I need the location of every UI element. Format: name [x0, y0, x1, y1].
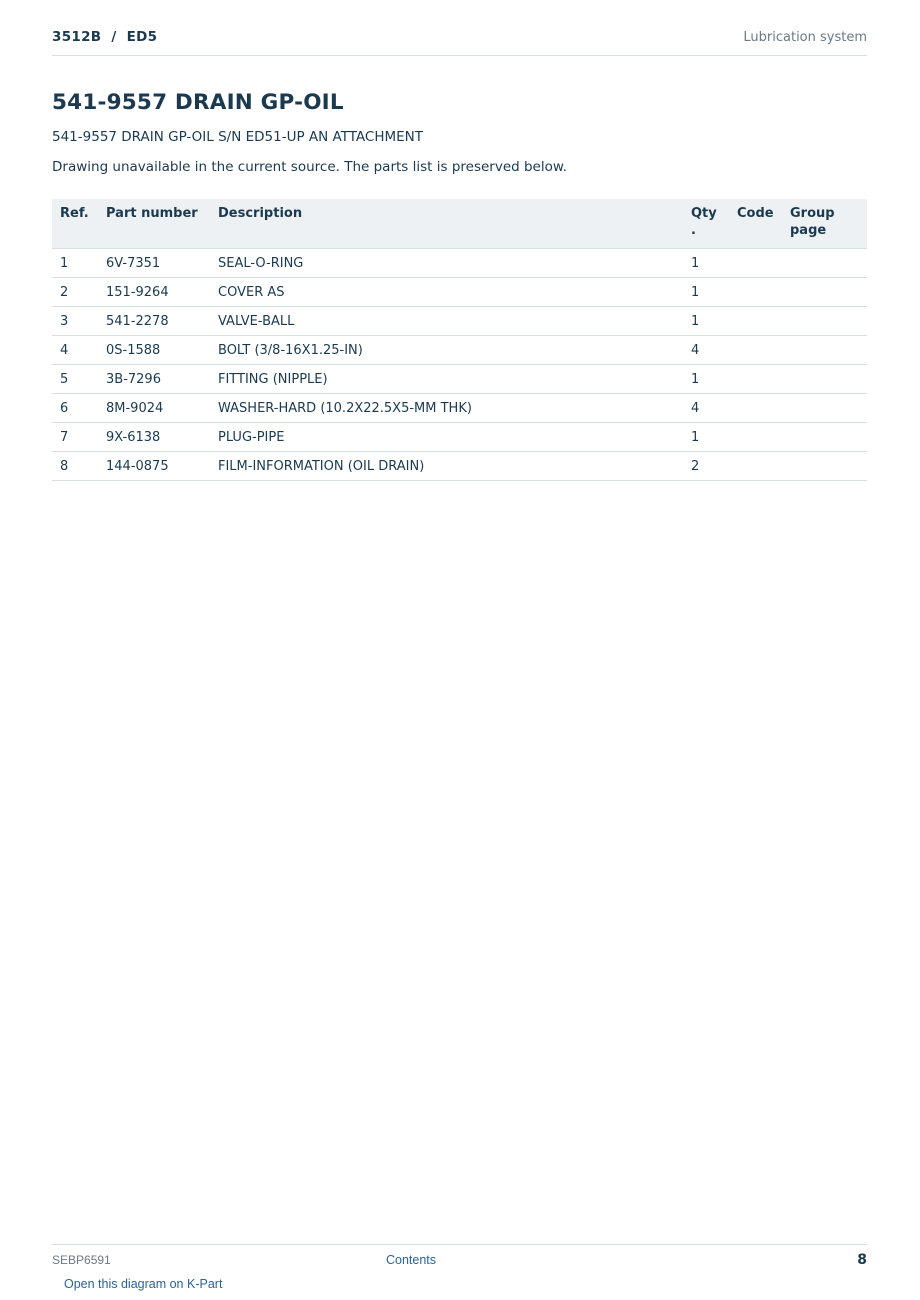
cell-part-number: 0S-1588 — [98, 336, 210, 365]
cell-part-number: 151-9264 — [98, 278, 210, 307]
cell-qty: 1 — [683, 423, 729, 452]
page-title: 541-9557 DRAIN GP-OIL — [52, 90, 344, 115]
cell-ref: 7 — [52, 423, 98, 452]
cell-part-number: 9X-6138 — [98, 423, 210, 452]
cell-code — [729, 394, 782, 423]
parts-table-header — [52, 199, 867, 249]
document-page — [52, 0, 867, 1300]
cell-qty: 1 — [683, 307, 729, 336]
cell-qty: 4 — [683, 394, 729, 423]
cell-qty: 1 — [683, 365, 729, 394]
cell-ref: 5 — [52, 365, 98, 394]
cell-description: SEAL-O-RING — [210, 249, 683, 278]
column-header-group-page: Group page — [782, 199, 867, 249]
cell-code — [729, 423, 782, 452]
cell-code — [729, 307, 782, 336]
table-row — [52, 365, 867, 394]
cell-ref: 2 — [52, 278, 98, 307]
page-subtitle: 541-9557 DRAIN GP-OIL S/N ED51-UP AN ATTACHMENT — [52, 129, 424, 145]
cell-description: FILM-INFORMATION (OIL DRAIN) — [210, 452, 683, 481]
contents-link[interactable]: Contents — [386, 1253, 437, 1267]
cell-group-page — [782, 278, 867, 307]
cell-group-page — [782, 423, 867, 452]
parts-table-body — [52, 249, 867, 481]
cell-description: WASHER-HARD (10.2X22.5X5-MM THK) — [210, 394, 683, 423]
column-header-description: Description — [210, 199, 683, 249]
cell-group-page — [782, 394, 867, 423]
cell-group-page — [782, 452, 867, 481]
cell-code — [729, 452, 782, 481]
footer-divider — [52, 1244, 867, 1245]
kpart-diagram-link[interactable]: Open this diagram on K-Part — [64, 1277, 223, 1291]
table-row — [52, 336, 867, 365]
cell-part-number: 3B-7296 — [98, 365, 210, 394]
column-header-part-number: Part number — [98, 199, 210, 249]
drawing-note: Drawing unavailable in the current source. The parts list is preserved below. — [52, 159, 567, 175]
cell-code — [729, 365, 782, 394]
cell-description: FITTING (NIPPLE) — [210, 365, 683, 394]
cell-qty: 2 — [683, 452, 729, 481]
table-row — [52, 452, 867, 481]
cell-part-number: 144-0875 — [98, 452, 210, 481]
column-header-qty: Qty . — [683, 199, 729, 249]
table-row — [52, 307, 867, 336]
table-row — [52, 394, 867, 423]
footer-doc-id: SEBP6591 — [52, 1253, 111, 1267]
cell-group-page — [782, 307, 867, 336]
cell-part-number: 6V-7351 — [98, 249, 210, 278]
page-number: 8 — [857, 1252, 867, 1268]
page-header — [52, 28, 867, 56]
cell-part-number: 8M-9024 — [98, 394, 210, 423]
cell-qty: 4 — [683, 336, 729, 365]
table-row — [52, 423, 867, 452]
cell-ref: 3 — [52, 307, 98, 336]
cell-group-page — [782, 249, 867, 278]
cell-group-page — [782, 365, 867, 394]
cell-qty: 1 — [683, 249, 729, 278]
table-row — [52, 278, 867, 307]
parts-table — [52, 199, 867, 481]
cell-code — [729, 278, 782, 307]
header-model: 3512B / ED5 — [52, 29, 158, 45]
cell-description: COVER AS — [210, 278, 683, 307]
header-section: Lubrication system — [743, 30, 867, 45]
cell-ref: 6 — [52, 394, 98, 423]
cell-ref: 8 — [52, 452, 98, 481]
column-header-ref: Ref. — [52, 199, 98, 249]
cell-code — [729, 336, 782, 365]
cell-description: VALVE-BALL — [210, 307, 683, 336]
column-header-code: Code — [729, 199, 782, 249]
cell-ref: 1 — [52, 249, 98, 278]
table-row — [52, 249, 867, 278]
cell-qty: 1 — [683, 278, 729, 307]
cell-part-number: 541-2278 — [98, 307, 210, 336]
cell-description: BOLT (3/8-16X1.25-IN) — [210, 336, 683, 365]
cell-description: PLUG-PIPE — [210, 423, 683, 452]
cell-ref: 4 — [52, 336, 98, 365]
cell-group-page — [782, 336, 867, 365]
cell-code — [729, 249, 782, 278]
